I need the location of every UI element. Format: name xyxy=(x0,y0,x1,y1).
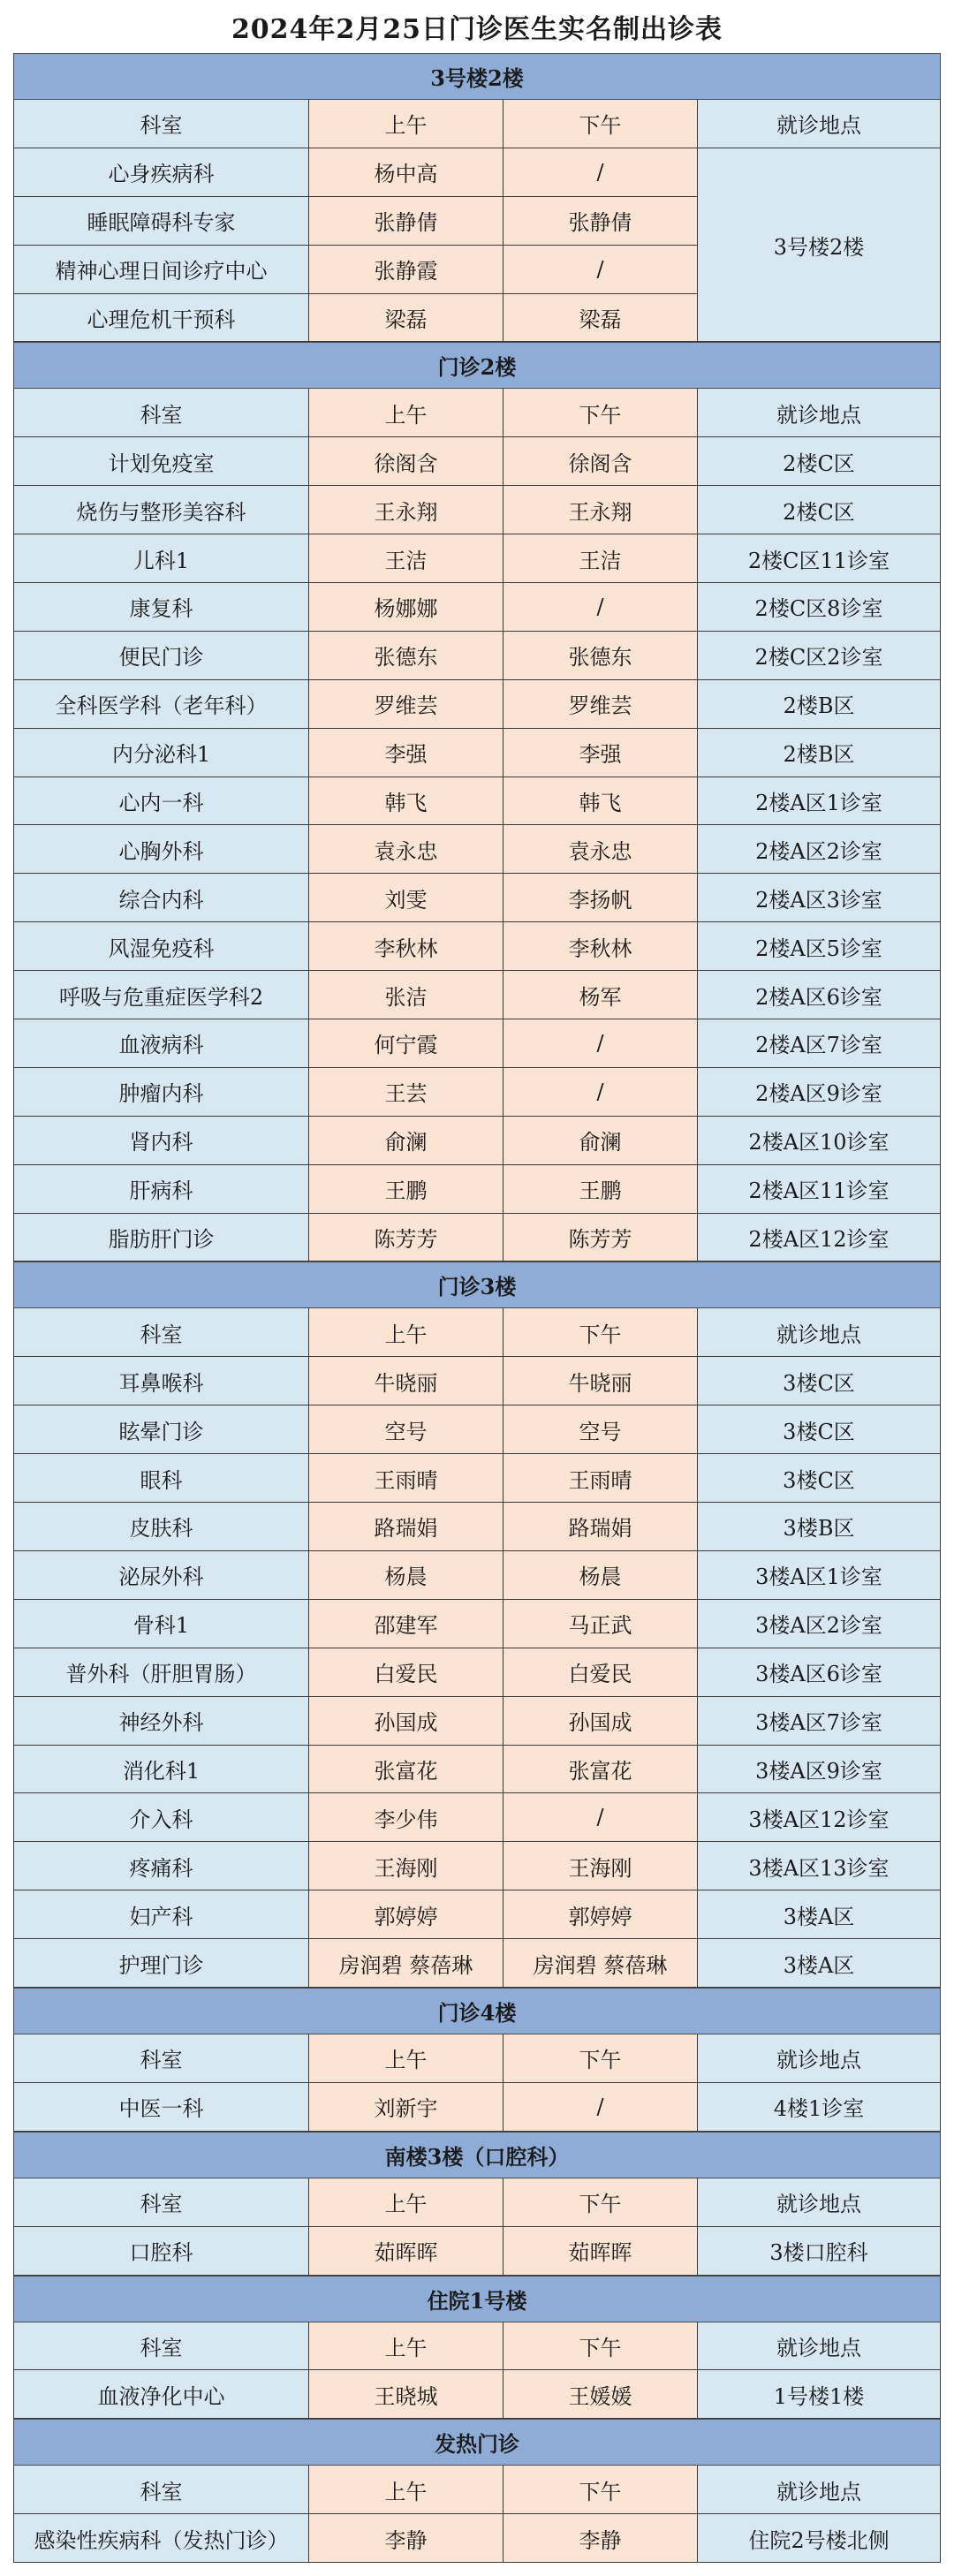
dept-cell: 妇产科 xyxy=(13,1890,309,1939)
pm-doctor-cell: / xyxy=(504,246,698,294)
dept-cell: 消化科1 xyxy=(13,1746,309,1794)
table-row xyxy=(13,1697,941,1746)
section-header: 3号楼2楼 xyxy=(13,53,941,100)
table-row xyxy=(13,632,941,680)
column-header-pm: 下午 xyxy=(504,2466,698,2514)
pm-doctor-cell: 袁永忠 xyxy=(504,825,698,874)
dept-cell: 耳鼻喉科 xyxy=(13,1357,309,1405)
column-header-location: 就诊地点 xyxy=(698,2466,941,2514)
dept-cell: 皮肤科 xyxy=(13,1503,309,1551)
dept-cell: 中医一科 xyxy=(13,2083,309,2132)
dept-cell: 综合内科 xyxy=(13,874,309,922)
dept-cell: 血液病科 xyxy=(13,1019,309,1068)
dept-cell: 心内一科 xyxy=(13,777,309,826)
pm-doctor-cell: / xyxy=(504,2083,698,2132)
am-doctor-cell: 徐阁含 xyxy=(309,437,504,486)
am-doctor-cell: 刘新宇 xyxy=(309,2083,504,2132)
am-doctor-cell: 杨中高 xyxy=(309,148,504,197)
column-header-location: 就诊地点 xyxy=(698,2322,941,2371)
pm-doctor-cell: 罗维芸 xyxy=(504,680,698,729)
table-row xyxy=(13,437,941,486)
am-doctor-cell: 张静霞 xyxy=(309,246,504,294)
am-doctor-cell: 王海刚 xyxy=(309,1842,504,1890)
column-header-row xyxy=(13,100,941,148)
am-doctor-cell: 袁永忠 xyxy=(309,825,504,874)
table-row xyxy=(13,583,941,632)
table-row xyxy=(13,486,941,534)
table-row xyxy=(13,1068,941,1117)
column-header-am: 上午 xyxy=(309,389,504,437)
pm-doctor-cell: 王雨晴 xyxy=(504,1454,698,1503)
column-header-location: 就诊地点 xyxy=(698,100,941,148)
location-cell: 4楼1诊室 xyxy=(698,2083,941,2132)
am-doctor-cell: 茹晖晖 xyxy=(309,2227,504,2276)
column-header-am: 上午 xyxy=(309,1308,504,1357)
table-row xyxy=(13,1746,941,1794)
location-cell: 2楼A区9诊室 xyxy=(698,1068,941,1117)
am-doctor-cell: 杨晨 xyxy=(309,1551,504,1600)
pm-doctor-cell: 茹晖晖 xyxy=(504,2227,698,2276)
table-row xyxy=(13,825,941,874)
pm-doctor-cell: / xyxy=(504,583,698,632)
pm-doctor-cell: 郭婷婷 xyxy=(504,1890,698,1939)
pm-doctor-cell: 李扬帆 xyxy=(504,874,698,922)
am-doctor-cell: 王雨晴 xyxy=(309,1454,504,1503)
dept-cell: 肿瘤内科 xyxy=(13,1068,309,1117)
am-doctor-cell: 张静倩 xyxy=(309,197,504,246)
dept-cell: 骨科1 xyxy=(13,1600,309,1648)
pm-doctor-cell: 杨晨 xyxy=(504,1551,698,1600)
location-cell: 2楼C区11诊室 xyxy=(698,534,941,583)
column-header-am: 上午 xyxy=(309,2178,504,2227)
dept-cell: 护理门诊 xyxy=(13,1939,309,1988)
column-header-dept: 科室 xyxy=(13,2034,309,2083)
am-doctor-cell: 陈芳芳 xyxy=(309,1214,504,1262)
table-row xyxy=(13,1503,941,1551)
table-row xyxy=(13,2514,941,2563)
dept-cell: 烧伤与整形美容科 xyxy=(13,486,309,534)
am-doctor-cell: 王洁 xyxy=(309,534,504,583)
location-cell: 2楼C区 xyxy=(698,486,941,534)
am-doctor-cell: 俞澜 xyxy=(309,1117,504,1165)
dept-cell: 呼吸与危重症医学科2 xyxy=(13,971,309,1019)
dept-cell: 内分泌科1 xyxy=(13,729,309,777)
location-cell: 2楼A区11诊室 xyxy=(698,1165,941,1214)
pm-doctor-cell: 徐阁含 xyxy=(504,437,698,486)
pm-doctor-cell: 杨军 xyxy=(504,971,698,1019)
location-cell: 2楼C区 xyxy=(698,437,941,486)
pm-doctor-cell: / xyxy=(504,1019,698,1068)
location-cell: 2楼A区7诊室 xyxy=(698,1019,941,1068)
pm-doctor-cell: 李秋林 xyxy=(504,922,698,971)
column-header-location: 就诊地点 xyxy=(698,1308,941,1357)
dept-cell: 康复科 xyxy=(13,583,309,632)
column-header-am: 上午 xyxy=(309,2034,504,2083)
section-header: 门诊2楼 xyxy=(13,342,941,389)
table-row xyxy=(13,1890,941,1939)
location-cell: 2楼A区5诊室 xyxy=(698,922,941,971)
table-row xyxy=(13,1019,941,1068)
dept-cell: 普外科（肝胆胃肠） xyxy=(13,1648,309,1697)
pm-doctor-cell: 牛晓丽 xyxy=(504,1357,698,1405)
column-header-am: 上午 xyxy=(309,2322,504,2371)
pm-doctor-cell: 王永翔 xyxy=(504,486,698,534)
pm-doctor-cell: 李静 xyxy=(504,2514,698,2563)
location-cell: 3楼A区12诊室 xyxy=(698,1793,941,1842)
am-doctor-cell: 孙国成 xyxy=(309,1697,504,1746)
dept-cell: 心身疾病科 xyxy=(13,148,309,197)
location-cell: 3楼A区6诊室 xyxy=(698,1648,941,1697)
am-doctor-cell: 王永翔 xyxy=(309,486,504,534)
column-header-dept: 科室 xyxy=(13,2466,309,2514)
dept-cell: 肝病科 xyxy=(13,1165,309,1214)
dept-cell: 精神心理日间诊疗中心 xyxy=(13,246,309,294)
pm-doctor-cell: 张静倩 xyxy=(504,197,698,246)
location-cell: 2楼A区2诊室 xyxy=(698,825,941,874)
am-doctor-cell: 王芸 xyxy=(309,1068,504,1117)
table-row xyxy=(13,2370,941,2419)
column-header-row xyxy=(13,2322,941,2371)
table-row xyxy=(13,729,941,777)
location-cell: 2楼A区10诊室 xyxy=(698,1117,941,1165)
location-cell: 3楼A区9诊室 xyxy=(698,1746,941,1794)
column-header-pm: 下午 xyxy=(504,100,698,148)
pm-doctor-cell: / xyxy=(504,1793,698,1842)
am-doctor-cell: 罗维芸 xyxy=(309,680,504,729)
floor-section xyxy=(13,1988,941,2132)
column-header-dept: 科室 xyxy=(13,1308,309,1357)
table-row xyxy=(13,922,941,971)
dept-cell: 风湿免疫科 xyxy=(13,922,309,971)
section-header: 门诊4楼 xyxy=(13,1988,941,2034)
floor-section xyxy=(13,53,941,342)
column-header-row xyxy=(13,2466,941,2514)
floor-section xyxy=(13,1261,941,1987)
dept-cell: 感染性疾病科（发热门诊） xyxy=(13,2514,309,2563)
dept-cell: 计划免疫室 xyxy=(13,437,309,486)
pm-doctor-cell: 房润碧 蔡蓓琳 xyxy=(504,1939,698,1988)
dept-cell: 便民门诊 xyxy=(13,632,309,680)
table-row xyxy=(13,1551,941,1600)
location-cell: 3楼A区13诊室 xyxy=(698,1842,941,1890)
location-cell: 3楼C区 xyxy=(698,1405,941,1454)
location-cell: 2楼A区6诊室 xyxy=(698,971,941,1019)
am-doctor-cell: 张德东 xyxy=(309,632,504,680)
column-header-dept: 科室 xyxy=(13,100,309,148)
pm-doctor-cell: 韩飞 xyxy=(504,777,698,826)
section-header: 南楼3楼（口腔科） xyxy=(13,2132,941,2178)
location-cell: 2楼C区8诊室 xyxy=(698,583,941,632)
table-row xyxy=(13,1454,941,1503)
pm-doctor-cell: 王鹏 xyxy=(504,1165,698,1214)
column-header-pm: 下午 xyxy=(504,2322,698,2371)
pm-doctor-cell: 王洁 xyxy=(504,534,698,583)
location-cell: 3楼C区 xyxy=(698,1454,941,1503)
floor-section xyxy=(13,2419,941,2563)
column-header-pm: 下午 xyxy=(504,2034,698,2083)
table-row xyxy=(13,1600,941,1648)
am-doctor-cell: 牛晓丽 xyxy=(309,1357,504,1405)
dept-cell: 神经外科 xyxy=(13,1697,309,1746)
table-row xyxy=(13,971,941,1019)
location-cell: 3楼A区1诊室 xyxy=(698,1551,941,1600)
table-row xyxy=(13,1842,941,1890)
pm-doctor-cell: 张德东 xyxy=(504,632,698,680)
am-doctor-cell: 梁磊 xyxy=(309,294,504,343)
am-doctor-cell: 王晓城 xyxy=(309,2370,504,2419)
column-header-dept: 科室 xyxy=(13,389,309,437)
location-cell: 3楼C区 xyxy=(698,1357,941,1405)
am-doctor-cell: 邵建军 xyxy=(309,1600,504,1648)
dept-cell: 疼痛科 xyxy=(13,1842,309,1890)
location-cell: 2楼A区12诊室 xyxy=(698,1214,941,1262)
dept-cell: 介入科 xyxy=(13,1793,309,1842)
location-cell: 2楼C区2诊室 xyxy=(698,632,941,680)
merged-location-cell: 3号楼2楼 xyxy=(698,148,941,343)
pm-doctor-cell: 白爱民 xyxy=(504,1648,698,1697)
column-header-row xyxy=(13,389,941,437)
pm-doctor-cell: 李强 xyxy=(504,729,698,777)
location-cell: 1号楼1楼 xyxy=(698,2370,941,2419)
column-header-row xyxy=(13,2034,941,2083)
column-header-dept: 科室 xyxy=(13,2178,309,2227)
column-header-location: 就诊地点 xyxy=(698,389,941,437)
pm-doctor-cell: 陈芳芳 xyxy=(504,1214,698,1262)
floor-section xyxy=(13,2132,941,2276)
am-doctor-cell: 刘雯 xyxy=(309,874,504,922)
location-cell: 3楼口腔科 xyxy=(698,2227,941,2276)
column-header-location: 就诊地点 xyxy=(698,2034,941,2083)
floor-section xyxy=(13,342,941,1261)
am-doctor-cell: 郭婷婷 xyxy=(309,1890,504,1939)
am-doctor-cell: 张洁 xyxy=(309,971,504,1019)
column-header-pm: 下午 xyxy=(504,1308,698,1357)
page-title: 2024年2月25日门诊医生实名制出诊表 xyxy=(231,14,723,45)
am-doctor-cell: 韩飞 xyxy=(309,777,504,826)
table-row xyxy=(13,1117,941,1165)
location-cell: 2楼B区 xyxy=(698,729,941,777)
table-row xyxy=(13,2227,941,2276)
table-row xyxy=(13,1648,941,1697)
dept-cell: 脂肪肝门诊 xyxy=(13,1214,309,1262)
am-doctor-cell: 王鹏 xyxy=(309,1165,504,1214)
table-row xyxy=(13,874,941,922)
schedule-table xyxy=(13,53,941,2563)
dept-cell: 泌尿外科 xyxy=(13,1551,309,1600)
section-header: 门诊3楼 xyxy=(13,1261,941,1308)
column-header-pm: 下午 xyxy=(504,389,698,437)
dept-cell: 全科医学科（老年科） xyxy=(13,680,309,729)
pm-doctor-cell: 张富花 xyxy=(504,1746,698,1794)
am-doctor-cell: 李少伟 xyxy=(309,1793,504,1842)
column-header-row xyxy=(13,1308,941,1357)
pm-doctor-cell: 空号 xyxy=(504,1405,698,1454)
pm-doctor-cell: 王海刚 xyxy=(504,1842,698,1890)
am-doctor-cell: 李强 xyxy=(309,729,504,777)
location-cell: 住院2号楼北侧 xyxy=(698,2514,941,2563)
pm-doctor-cell: 路瑞娟 xyxy=(504,1503,698,1551)
column-header-am: 上午 xyxy=(309,2466,504,2514)
pm-doctor-cell: / xyxy=(504,1068,698,1117)
table-row xyxy=(13,680,941,729)
table-row xyxy=(13,1405,941,1454)
am-doctor-cell: 杨娜娜 xyxy=(309,583,504,632)
dept-cell: 血液净化中心 xyxy=(13,2370,309,2419)
table-row xyxy=(13,1214,941,1262)
am-doctor-cell: 李秋林 xyxy=(309,922,504,971)
table-row xyxy=(13,2083,941,2132)
table-row xyxy=(13,534,941,583)
dept-cell: 心胸外科 xyxy=(13,825,309,874)
section-header: 住院1号楼 xyxy=(13,2276,941,2322)
pm-doctor-cell: 马正武 xyxy=(504,1600,698,1648)
am-doctor-cell: 白爱民 xyxy=(309,1648,504,1697)
am-doctor-cell: 何宁霞 xyxy=(309,1019,504,1068)
location-cell: 2楼A区3诊室 xyxy=(698,874,941,922)
am-doctor-cell: 张富花 xyxy=(309,1746,504,1794)
location-cell: 2楼A区1诊室 xyxy=(698,777,941,826)
column-header-row xyxy=(13,2178,941,2227)
dept-cell: 心理危机干预科 xyxy=(13,294,309,343)
floor-section xyxy=(13,2276,941,2420)
pm-doctor-cell: / xyxy=(504,148,698,197)
location-cell: 3楼A区2诊室 xyxy=(698,1600,941,1648)
location-cell: 3楼A区7诊室 xyxy=(698,1697,941,1746)
table-row xyxy=(13,1165,941,1214)
dept-cell: 肾内科 xyxy=(13,1117,309,1165)
dept-cell: 眩晕门诊 xyxy=(13,1405,309,1454)
column-header-dept: 科室 xyxy=(13,2322,309,2371)
column-header-am: 上午 xyxy=(309,100,504,148)
am-doctor-cell: 房润碧 蔡蓓琳 xyxy=(309,1939,504,1988)
am-doctor-cell: 路瑞娟 xyxy=(309,1503,504,1551)
location-cell: 3楼A区 xyxy=(698,1939,941,1988)
pm-doctor-cell: 俞澜 xyxy=(504,1117,698,1165)
pm-doctor-cell: 孙国成 xyxy=(504,1697,698,1746)
am-doctor-cell: 空号 xyxy=(309,1405,504,1454)
location-cell: 3楼B区 xyxy=(698,1503,941,1551)
dept-cell: 口腔科 xyxy=(13,2227,309,2276)
location-cell: 2楼B区 xyxy=(698,680,941,729)
section-header: 发热门诊 xyxy=(13,2419,941,2466)
location-cell: 3楼A区 xyxy=(698,1890,941,1939)
table-row xyxy=(13,777,941,826)
dept-cell: 眼科 xyxy=(13,1454,309,1503)
table-row xyxy=(13,1939,941,1988)
column-header-location: 就诊地点 xyxy=(698,2178,941,2227)
table-row xyxy=(13,1793,941,1842)
pm-doctor-cell: 王媛媛 xyxy=(504,2370,698,2419)
am-doctor-cell: 李静 xyxy=(309,2514,504,2563)
table-row xyxy=(13,1357,941,1405)
column-header-pm: 下午 xyxy=(504,2178,698,2227)
dept-cell: 睡眠障碍科专家 xyxy=(13,197,309,246)
dept-cell: 儿科1 xyxy=(13,534,309,583)
pm-doctor-cell: 梁磊 xyxy=(504,294,698,343)
